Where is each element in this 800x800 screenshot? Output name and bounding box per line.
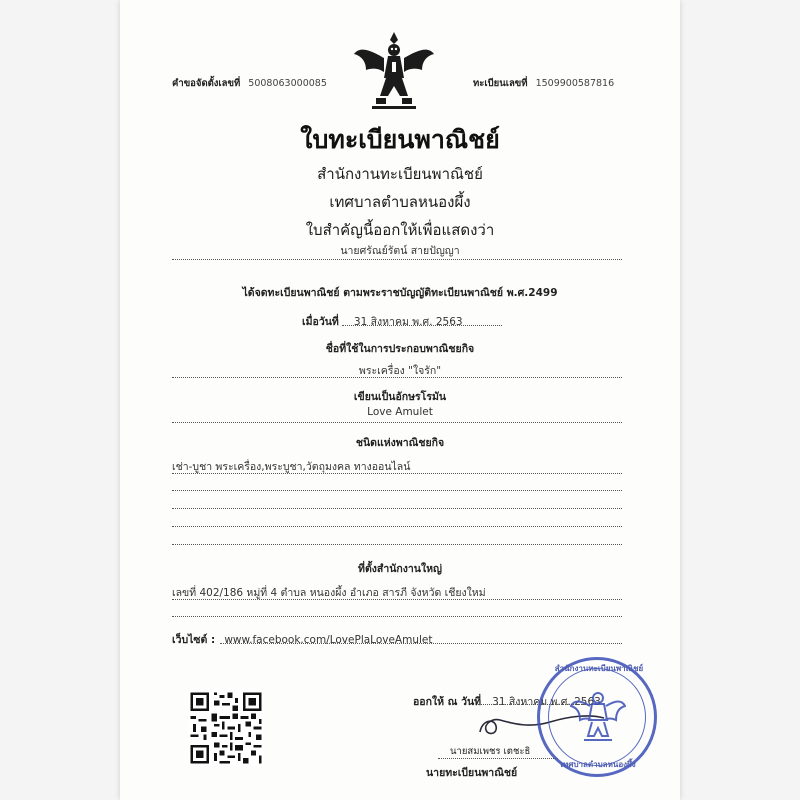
date-value: 31 สิงหาคม พ.ศ. 2563 <box>353 316 463 328</box>
municipality-name: เทศบาลตำบลหนองผึ้ง <box>329 193 471 211</box>
trade-name: พระเครื่อง "ใจรัก" <box>358 365 442 377</box>
website-row <box>172 628 433 648</box>
qr-code-icon <box>188 690 264 766</box>
law-statement: ได้จดทะเบียนพาณิชย์ ตามพระราชบัญญัติทะเบียนพาณิชย์ พ.ศ.2499 <box>242 287 558 299</box>
hq-label: ที่ตั้งสำนักงานใหญ่ <box>358 563 442 575</box>
office-name: สำนักงานทะเบียนพาณิชย์ <box>317 165 483 183</box>
roman-name-label: เขียนเป็นอักษรโรมัน <box>353 391 447 403</box>
business-type-label: ชนิดแห่งพาณิชยกิจ <box>355 437 445 449</box>
business-type: เช่า-บูชา พระเครื่อง,พระบูชา,วัตถุมงคล ทางออนไลน์ <box>172 461 411 473</box>
registration-number-label: ทะเบียนเลขที่ <box>473 78 528 89</box>
date-label: เมื่อวันที่ <box>302 316 339 328</box>
registration-number: 1509900587816 <box>535 78 615 89</box>
officer-title: นายทะเบียนพาณิชย์ <box>426 767 518 779</box>
trade-name-label: ชื่อที่ใช้ในการประกอบพาณิชยกิจ <box>325 343 475 355</box>
registration-number-row <box>473 76 614 91</box>
request-number-row <box>172 76 327 91</box>
document-title: ใบทะเบียนพาณิชย์ <box>300 125 500 154</box>
date-row <box>302 310 463 330</box>
certify-text: ใบสำคัญนี้ออกให้เพื่อแสดงว่า <box>305 221 495 239</box>
issued-date: 31 สิงหาคม พ.ศ. 2563 <box>492 696 601 708</box>
seal-text-top: สำนักงานทะเบียนพาณิชย์ <box>554 664 644 673</box>
registration-certificate <box>120 0 680 800</box>
issued-label: ออกให้ ณ วันที่ <box>413 696 482 708</box>
official-seal-icon <box>537 657 657 777</box>
request-number-label: คำขอจัดตั้งเลขที่ <box>172 78 241 89</box>
registrant-name: นายศรัณย์รัตน์ สายปัญญา <box>340 245 460 257</box>
seal-garuda-icon <box>570 686 626 748</box>
seal-text-bottom: เทศบาลตำบลหนองผึ้ง <box>560 760 636 769</box>
garuda-emblem-icon <box>352 28 436 114</box>
hq-address: เลขที่ 402/186 หมู่ที่ 4 ตำบล หนองผึ้ง อำเภอ สารภี จังหวัด เชียงใหม่ <box>172 587 486 599</box>
website-label: เว็บไซต์ : <box>172 634 216 646</box>
officer-name: นายสมเพชร เตชะธิ <box>450 746 531 757</box>
request-number: 5008063000085 <box>248 78 327 89</box>
website-link[interactable]: www.facebook.com/LovePlaLoveAmulet <box>224 634 433 646</box>
roman-name: Love Amulet <box>367 406 433 418</box>
